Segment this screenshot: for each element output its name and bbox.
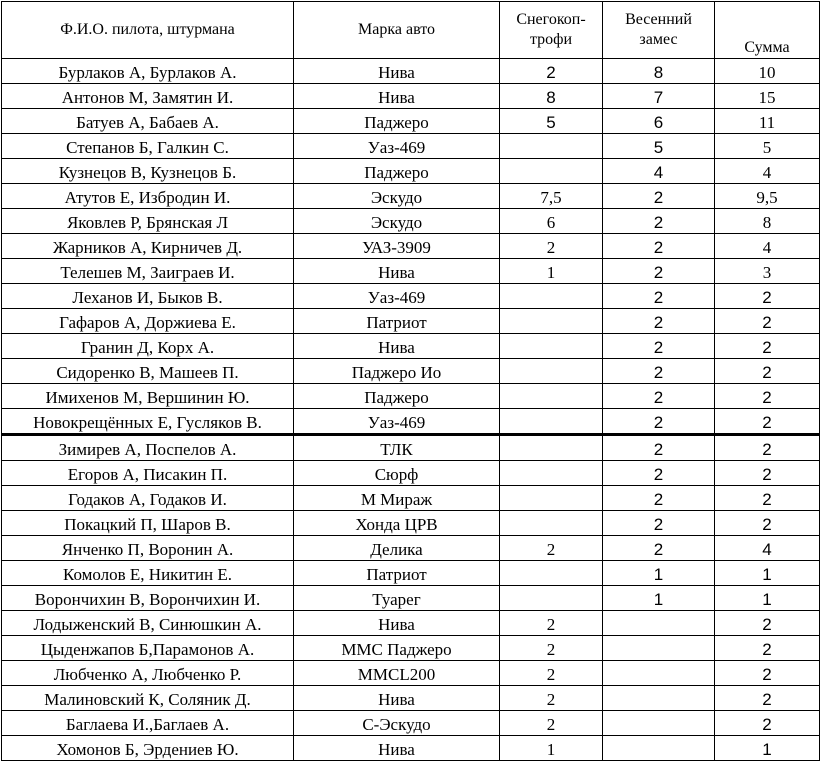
cell-car: Патриот [294, 561, 500, 586]
cell-snow [500, 284, 603, 309]
cell-snow: 2 [500, 661, 603, 686]
table-row [2, 334, 820, 359]
cell-car: С-Эскудо [294, 711, 500, 736]
cell-car: Паджеро [294, 159, 500, 184]
cell-name: Гафаров А, Доржиева Е. [2, 309, 294, 334]
cell-sum: 15 [715, 84, 820, 109]
cell-sum: 10 [715, 59, 820, 84]
cell-sum: 2 [715, 435, 820, 461]
cell-snow [500, 134, 603, 159]
cell-spring [603, 711, 715, 736]
cell-spring: 2 [603, 309, 715, 334]
cell-car: Паджеро [294, 384, 500, 409]
cell-sum: 2 [715, 384, 820, 409]
header-snow [500, 2, 603, 59]
cell-snow [500, 586, 603, 611]
results-table [1, 1, 820, 761]
table-row [2, 109, 820, 134]
cell-snow: 2 [500, 234, 603, 259]
cell-car: ТЛК [294, 435, 500, 461]
cell-snow [500, 561, 603, 586]
cell-snow: 1 [500, 736, 603, 761]
cell-name: Зимирев А, Поспелов А. [2, 435, 294, 461]
cell-spring: 2 [603, 259, 715, 284]
cell-name: Егоров А, Писакин П. [2, 461, 294, 486]
cell-snow: 2 [500, 636, 603, 661]
cell-spring [603, 636, 715, 661]
cell-snow [500, 409, 603, 435]
cell-car: Делика [294, 536, 500, 561]
cell-car: Сюрф [294, 461, 500, 486]
table-row [2, 234, 820, 259]
cell-car: Нива [294, 334, 500, 359]
cell-name: Покацкий П, Шаров В. [2, 511, 294, 536]
cell-spring: 7 [603, 84, 715, 109]
table-row [2, 461, 820, 486]
cell-spring: 2 [603, 334, 715, 359]
cell-sum: 4 [715, 159, 820, 184]
cell-snow [500, 159, 603, 184]
cell-name: Хомонов Б, Эрдениев Ю. [2, 736, 294, 761]
cell-name: Кузнецов В, Кузнецов Б. [2, 159, 294, 184]
cell-name: Имихенов М, Вершинин Ю. [2, 384, 294, 409]
cell-sum: 1 [715, 586, 820, 611]
cell-name: Лодыженский В, Синюшкин А. [2, 611, 294, 636]
cell-name: Любченко А, Любченко Р. [2, 661, 294, 686]
cell-sum: 2 [715, 611, 820, 636]
cell-car: Туарег [294, 586, 500, 611]
header-row [2, 2, 820, 59]
table-row [2, 134, 820, 159]
cell-name: Степанов Б, Галкин С. [2, 134, 294, 159]
cell-car: ММС Паджеро [294, 636, 500, 661]
cell-car: Паджеро Ио [294, 359, 500, 384]
cell-car: Эскудо [294, 209, 500, 234]
cell-spring: 2 [603, 359, 715, 384]
cell-name: Жарников А, Кирничев Д. [2, 234, 294, 259]
cell-snow: 2 [500, 686, 603, 711]
cell-car: Нива [294, 259, 500, 284]
cell-spring [603, 661, 715, 686]
cell-car: УАЗ-3909 [294, 234, 500, 259]
cell-spring: 2 [603, 409, 715, 435]
cell-sum: 5 [715, 134, 820, 159]
cell-sum: 1 [715, 561, 820, 586]
cell-sum: 2 [715, 711, 820, 736]
cell-spring: 2 [603, 234, 715, 259]
cell-spring: 2 [603, 486, 715, 511]
cell-name: Леханов И, Быков В. [2, 284, 294, 309]
header-snow-line1: Снегокоп- [516, 11, 586, 28]
table-row [2, 586, 820, 611]
cell-sum: 2 [715, 334, 820, 359]
cell-car: Эскудо [294, 184, 500, 209]
table-row [2, 159, 820, 184]
cell-car: Хонда ЦРВ [294, 511, 500, 536]
cell-spring: 5 [603, 134, 715, 159]
cell-sum: 4 [715, 536, 820, 561]
table-row [2, 284, 820, 309]
cell-snow: 1 [500, 259, 603, 284]
table-row [2, 636, 820, 661]
cell-name: Янченко П, Воронин А. [2, 536, 294, 561]
cell-snow [500, 511, 603, 536]
cell-car: Патриот [294, 309, 500, 334]
table-row [2, 661, 820, 686]
header-car: Марка авто [294, 2, 500, 59]
cell-name: Сидоренко В, Машеев П. [2, 359, 294, 384]
cell-name: Малиновский К, Соляник Д. [2, 686, 294, 711]
cell-sum: 11 [715, 109, 820, 134]
table-row [2, 84, 820, 109]
cell-name: Бурлаков А, Бурлаков А. [2, 59, 294, 84]
cell-name: Баглаева И.,Баглаев А. [2, 711, 294, 736]
cell-spring [603, 686, 715, 711]
cell-sum: 3 [715, 259, 820, 284]
cell-spring: 1 [603, 561, 715, 586]
cell-car: MMCL200 [294, 661, 500, 686]
cell-name: Комолов Е, Никитин Е. [2, 561, 294, 586]
cell-car: Нива [294, 84, 500, 109]
table-row [2, 486, 820, 511]
cell-name: Яковлев Р, Брянская Л [2, 209, 294, 234]
cell-name: Батуев А, Бабаев А. [2, 109, 294, 134]
cell-sum: 2 [715, 309, 820, 334]
cell-sum: 2 [715, 511, 820, 536]
cell-snow: 8 [500, 84, 603, 109]
cell-car: Паджеро [294, 109, 500, 134]
cell-name: Цыденжапов Б,Парамонов А. [2, 636, 294, 661]
cell-spring: 4 [603, 159, 715, 184]
table-row [2, 536, 820, 561]
cell-snow [500, 435, 603, 461]
cell-sum: 2 [715, 461, 820, 486]
cell-spring: 8 [603, 59, 715, 84]
cell-snow [500, 486, 603, 511]
cell-spring: 2 [603, 284, 715, 309]
header-spring [603, 2, 715, 59]
cell-snow [500, 461, 603, 486]
cell-car: М Мираж [294, 486, 500, 511]
cell-car: Нива [294, 59, 500, 84]
header-name: Ф.И.О. пилота, штурмана [2, 2, 294, 59]
cell-snow [500, 384, 603, 409]
cell-snow: 6 [500, 209, 603, 234]
cell-snow [500, 359, 603, 384]
cell-sum: 4 [715, 234, 820, 259]
table-row [2, 59, 820, 84]
table-row [2, 384, 820, 409]
cell-car: Уаз-469 [294, 134, 500, 159]
cell-spring: 2 [603, 184, 715, 209]
cell-sum: 1 [715, 736, 820, 761]
cell-sum: 9,5 [715, 184, 820, 209]
cell-spring: 2 [603, 435, 715, 461]
table-row [2, 711, 820, 736]
cell-name: Годаков А, Годаков И. [2, 486, 294, 511]
cell-spring: 2 [603, 536, 715, 561]
header-spring-line1: Весенний [625, 11, 692, 28]
cell-sum: 8 [715, 209, 820, 234]
cell-sum: 2 [715, 409, 820, 435]
cell-car: Нива [294, 736, 500, 761]
cell-name: Антонов М, Замятин И. [2, 84, 294, 109]
cell-snow: 2 [500, 536, 603, 561]
cell-spring: 6 [603, 109, 715, 134]
cell-spring: 2 [603, 209, 715, 234]
cell-car: Нива [294, 611, 500, 636]
cell-car: Нива [294, 686, 500, 711]
cell-spring [603, 611, 715, 636]
cell-spring: 2 [603, 461, 715, 486]
header-spring-line2: замес [639, 31, 678, 48]
cell-snow: 2 [500, 59, 603, 84]
cell-name: Новокрещённых Е, Гусляков В. [2, 409, 294, 435]
table-body [2, 59, 820, 761]
cell-name: Гранин Д, Корх А. [2, 334, 294, 359]
cell-name: Атутов Е, Избродин И. [2, 184, 294, 209]
table-row [2, 686, 820, 711]
table-row [2, 611, 820, 636]
cell-car: Уаз-469 [294, 409, 500, 435]
table-row [2, 209, 820, 234]
header-snow-line2: трофи [529, 31, 573, 48]
cell-sum: 2 [715, 686, 820, 711]
cell-spring: 1 [603, 586, 715, 611]
cell-snow [500, 334, 603, 359]
table-row [2, 511, 820, 536]
cell-sum: 2 [715, 486, 820, 511]
cell-name: Телешев М, Заиграев И. [2, 259, 294, 284]
cell-snow: 7,5 [500, 184, 603, 209]
cell-sum: 2 [715, 661, 820, 686]
cell-sum: 2 [715, 359, 820, 384]
cell-sum: 2 [715, 284, 820, 309]
cell-snow [500, 309, 603, 334]
cell-snow: 5 [500, 109, 603, 134]
cell-spring: 2 [603, 511, 715, 536]
table-row [2, 309, 820, 334]
cell-spring: 2 [603, 384, 715, 409]
table-row [2, 736, 820, 761]
header-sum: Сумма [715, 2, 820, 59]
table-row [2, 184, 820, 209]
cell-snow: 2 [500, 611, 603, 636]
table-row [2, 359, 820, 384]
cell-car: Уаз-469 [294, 284, 500, 309]
cell-spring [603, 736, 715, 761]
table-row [2, 561, 820, 586]
cell-snow: 2 [500, 711, 603, 736]
table-row [2, 435, 820, 461]
cell-name: Ворончихин В, Ворончихин И. [2, 586, 294, 611]
cell-sum: 2 [715, 636, 820, 661]
table-row [2, 409, 820, 435]
table-row [2, 259, 820, 284]
